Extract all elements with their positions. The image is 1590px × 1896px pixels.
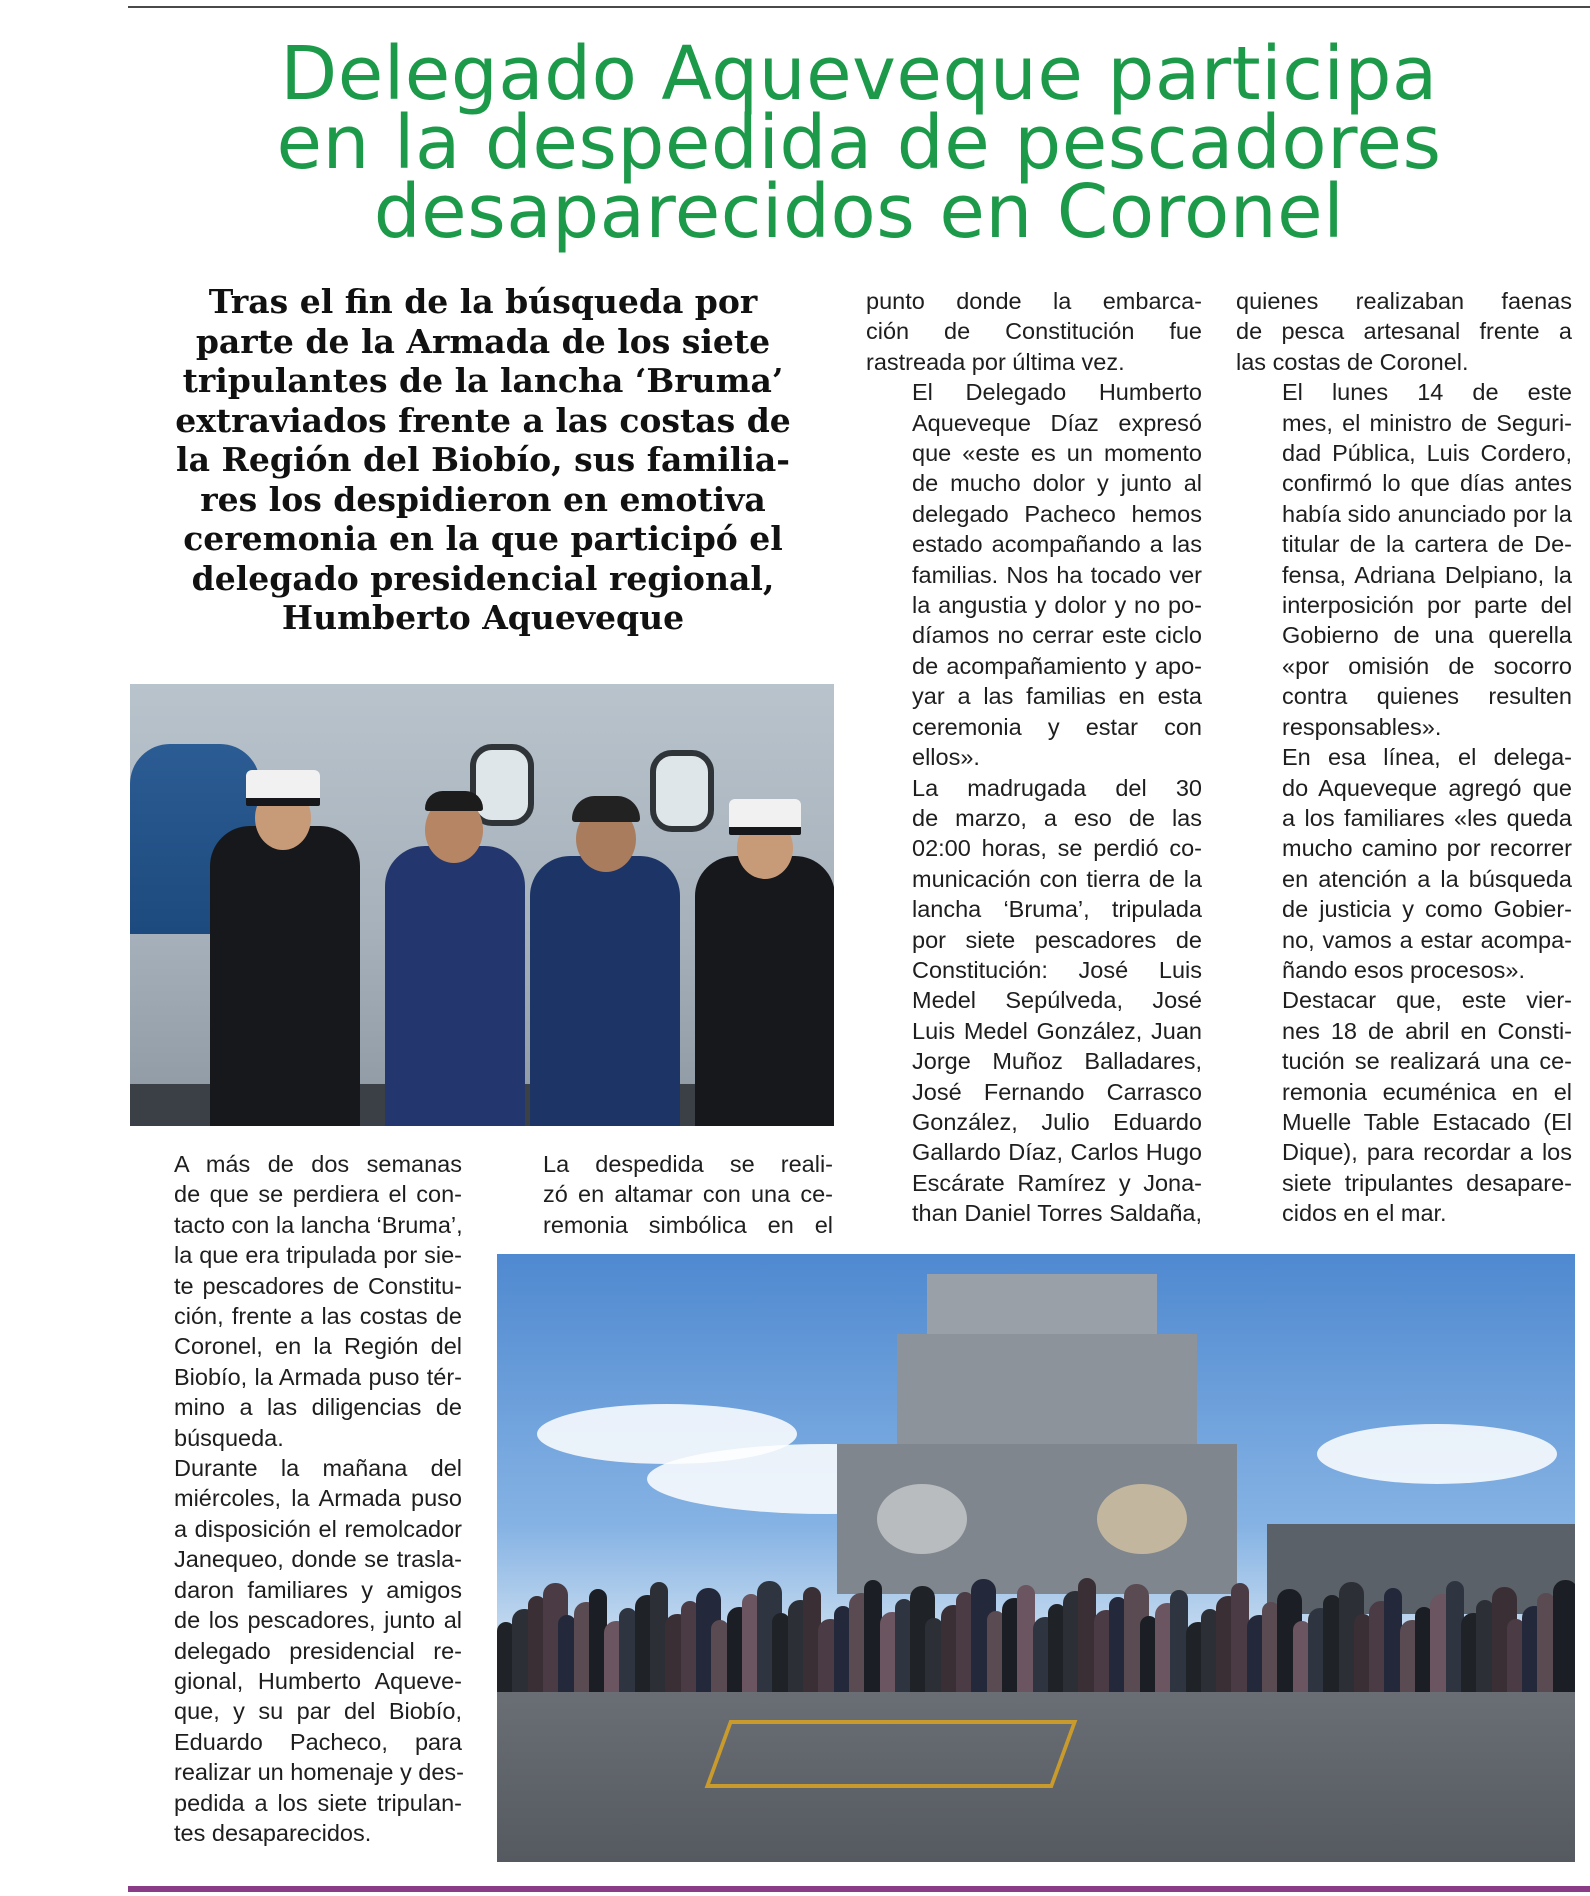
ship-bridge	[897, 1334, 1197, 1454]
headline	[128, 31, 1590, 255]
cable-reel	[877, 1484, 967, 1554]
headline-line: en la despedida de pescadores	[276, 100, 1442, 186]
cable-reel	[1097, 1484, 1187, 1554]
paragraph: La madrugada del 30 de marzo, a eso de las 02:00 horas, se perdió co- municación con tierra de la lancha ‘Bruma’, tripulada por siete pescadores de Constitución: José Luis Medel Sepúlveda, José Luis Medel González, Juan Jorge Muñoz Balladares, José Fernando Carrasco González, Julio Eduardo Gallardo Díaz, Carlos Hugo Escárate Ramírez y Jona- than Daniel Torres Saldaña,	[912, 774, 1202, 1227]
paragraph: punto donde la embarca- ción de Constitución fue rastreada por última vez.	[866, 288, 1202, 375]
paragraph: Durante la mañana del miércoles, la Armada puso a disposición el remolcador Janequeo, donde se trasla- daron familiares y amigos de los pescadores, junto al delegado presidencial re- gional, Humberto Aqueve- que, y su par del Biobío, Eduardo Pacheco, para realizar un homenaje y des- pedida a los siete tripulan- tes desaparecidos.	[174, 1455, 464, 1846]
lede	[128, 282, 838, 638]
naval-officer-left	[210, 766, 360, 1126]
crowd	[497, 1572, 1575, 1692]
lede-line: ceremonia en la que participó el	[183, 519, 783, 558]
lede-line: tripulantes de la lancha ‘Bruma’	[182, 361, 784, 400]
top-rule	[128, 6, 1590, 8]
paragraph: quienes realizaban faenas de pesca artesanal frente a las costas de Coronel.	[1236, 288, 1572, 375]
headline-line: Delegado Aqueveque participa	[280, 31, 1438, 117]
lede-line: Humberto Aqueveque	[281, 598, 685, 637]
lede-line: la Región del Biobío, sus familia-	[176, 440, 790, 479]
paragraph: Destacar que, este vier- nes 18 de abril en Consti- tución se realizará una ce- remonia ecuménica en el Muelle Table Estacado (El Dique), para recordar a los siete tripulantes desapare- cidos en el mar.	[1282, 987, 1572, 1227]
crowd-person	[1553, 1580, 1575, 1692]
cloud	[1317, 1424, 1557, 1484]
paragraph: El lunes 14 de este mes, el ministro de Seguri- dad Pública, Luis Cordero, confirmó lo que días antes había sido anunciado por la titular de la cartera de De- fensa, Adriana Delpiano, la interposición por parte del Gobierno de una querella «por omisión de socorro contra quienes resulten responsables».	[1282, 379, 1572, 740]
paragraph: El Delegado Humberto Aqueveque Díaz expresó que «este es un momento de mucho dolor y junto al delegado Pacheco hemos estado acompañando a las familias. Nos ha tocado ver la angustia y dolor y no po- díamos no cerrar este ciclo de acompañamiento y apo- yar a las familias en esta ceremonia y estar con ellos».	[912, 379, 1202, 771]
tugboat-photo	[497, 1254, 1575, 1862]
delegate-jacket	[530, 796, 680, 1126]
naval-officer-right	[695, 791, 834, 1126]
column-3	[866, 286, 1202, 1229]
paragraph: La despedida se reali- zó en altamar con una ce- remonia simbólica en el	[543, 1151, 833, 1238]
paragraph: En esa línea, el delega- do Aqueveque agregó que a los familiares «les queda mucho camino por recorrer en atención a la búsqueda de justicia y como Gobier- no, vamos a estar acompa- ñando esos procesos».	[1282, 744, 1572, 983]
officials-photo	[130, 684, 834, 1126]
ship-mast	[927, 1274, 1157, 1334]
bottom-rule	[128, 1886, 1590, 1892]
delegate-suit	[385, 791, 525, 1126]
paragraph: A más de dos semanas de que se perdiera el con- tacto con la lancha ‘Bruma’, la que era tripulada por sie- te pescadores de Constitu- ción, frente a las costas de Coronel, en la Región del Biobío, la Armada puso tér- mino a las diligencias de búsqueda.	[174, 1151, 463, 1451]
lede-line: res los despidieron en emotiva	[200, 479, 766, 519]
column-4	[1236, 286, 1572, 1229]
lede-line: parte de la Armada de los siete	[195, 321, 771, 361]
column-1	[128, 1149, 462, 1848]
column-2	[497, 1149, 833, 1240]
helipad-marking	[705, 1720, 1078, 1788]
lede-line: extraviados frente a las costas de	[175, 400, 791, 440]
headline-line: desaparecidos en Coronel	[373, 169, 1345, 255]
lede-line: delegado presidencial regional,	[191, 558, 775, 598]
lede-line: Tras el fin de la búsqueda por	[208, 282, 758, 321]
